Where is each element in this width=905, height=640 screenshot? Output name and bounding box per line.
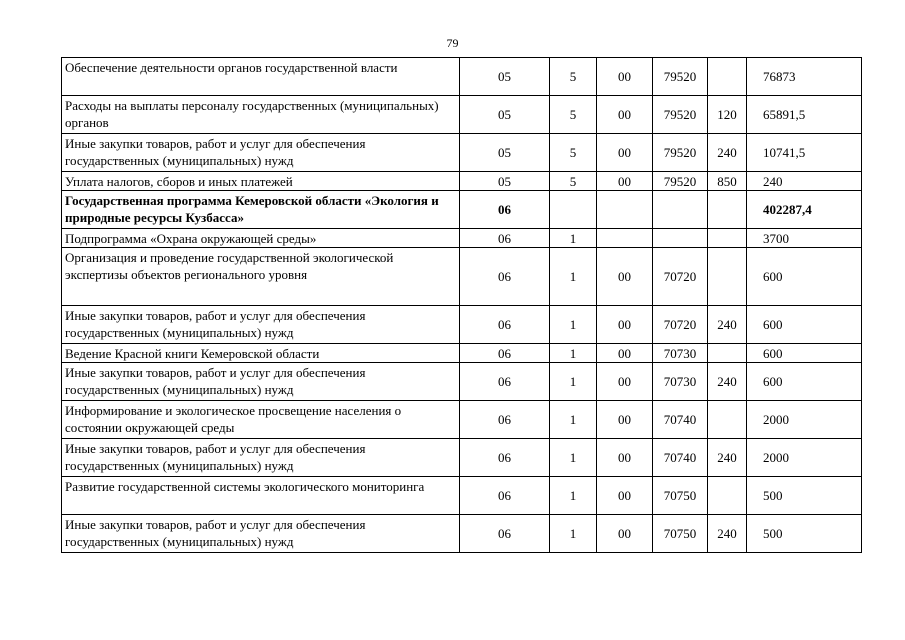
table-row	[62, 439, 862, 477]
row-name: Расходы на выплаты персоналу государственных (муниципальных) органов	[62, 96, 460, 134]
row-name: Информирование и экологическое просвещение населения о состоянии окружающей среды	[62, 401, 460, 439]
subprogram-code: 5	[550, 58, 597, 96]
subprogram-code	[550, 191, 597, 229]
row-name: Обеспечение деятельности органов государственной власти	[62, 58, 460, 96]
direction-code: 70730	[653, 344, 708, 363]
table-row	[62, 401, 862, 439]
expense-type-code	[708, 344, 747, 363]
amount: 402287,4	[747, 191, 862, 229]
expense-type-code	[708, 248, 747, 306]
measure-code: 00	[597, 134, 653, 172]
subprogram-code: 1	[550, 401, 597, 439]
amount: 600	[747, 306, 862, 344]
expense-type-code	[708, 58, 747, 96]
expense-type-code: 240	[708, 363, 747, 401]
table-row	[62, 134, 862, 172]
section-code: 05	[460, 96, 550, 134]
amount: 500	[747, 477, 862, 515]
row-name: Государственная программа Кемеровской области «Экология и природные ресурсы Кузбасса»	[62, 191, 460, 229]
amount: 240	[747, 172, 862, 191]
row-name: Иные закупки товаров, работ и услуг для обеспечения государственных (муниципальных) нужд	[62, 515, 460, 553]
amount: 600	[747, 363, 862, 401]
section-code: 06	[460, 248, 550, 306]
measure-code: 00	[597, 58, 653, 96]
section-code: 06	[460, 363, 550, 401]
row-name: Ведение Красной книги Кемеровской области	[62, 344, 460, 363]
measure-code: 00	[597, 344, 653, 363]
amount: 600	[747, 344, 862, 363]
measure-code	[597, 191, 653, 229]
section-code: 06	[460, 191, 550, 229]
row-name: Подпрограмма «Охрана окружающей среды»	[62, 229, 460, 248]
direction-code: 79520	[653, 96, 708, 134]
row-name: Организация и проведение государственной экологической экспертизы объектов регионального уровня	[62, 248, 460, 306]
row-name: Уплата налогов, сборов и иных платежей	[62, 172, 460, 191]
amount: 600	[747, 248, 862, 306]
row-name: Иные закупки товаров, работ и услуг для обеспечения государственных (муниципальных) нужд	[62, 306, 460, 344]
measure-code: 00	[597, 306, 653, 344]
section-code: 06	[460, 306, 550, 344]
table-row	[62, 96, 862, 134]
direction-code: 70720	[653, 248, 708, 306]
expense-type-code	[708, 477, 747, 515]
section-code: 06	[460, 515, 550, 553]
table-row	[62, 363, 862, 401]
table-row	[62, 172, 862, 191]
section-code: 05	[460, 134, 550, 172]
expense-type-code: 240	[708, 134, 747, 172]
measure-code: 00	[597, 363, 653, 401]
measure-code: 00	[597, 248, 653, 306]
amount: 3700	[747, 229, 862, 248]
direction-code: 79520	[653, 172, 708, 191]
amount: 2000	[747, 439, 862, 477]
subprogram-code: 5	[550, 134, 597, 172]
subprogram-code: 1	[550, 344, 597, 363]
expense-type-code	[708, 229, 747, 248]
measure-code	[597, 229, 653, 248]
expense-type-code: 240	[708, 515, 747, 553]
row-name: Развитие государственной системы экологического мониторинга	[62, 477, 460, 515]
expense-type-code	[708, 401, 747, 439]
subprogram-code: 1	[550, 515, 597, 553]
table-row	[62, 515, 862, 553]
subprogram-code: 5	[550, 96, 597, 134]
row-name: Иные закупки товаров, работ и услуг для обеспечения государственных (муниципальных) нужд	[62, 439, 460, 477]
measure-code: 00	[597, 515, 653, 553]
section-code: 06	[460, 401, 550, 439]
section-code: 05	[460, 172, 550, 191]
measure-code: 00	[597, 172, 653, 191]
table-row	[62, 248, 862, 306]
row-name: Иные закупки товаров, работ и услуг для обеспечения государственных (муниципальных) нужд	[62, 134, 460, 172]
measure-code: 00	[597, 439, 653, 477]
direction-code: 79520	[653, 58, 708, 96]
amount: 2000	[747, 401, 862, 439]
subprogram-code: 1	[550, 229, 597, 248]
subprogram-code: 1	[550, 306, 597, 344]
expense-type-code	[708, 191, 747, 229]
table-row	[62, 306, 862, 344]
section-code: 06	[460, 229, 550, 248]
table-row-program	[62, 191, 862, 229]
subprogram-code: 1	[550, 477, 597, 515]
expense-type-code: 240	[708, 306, 747, 344]
subprogram-code: 1	[550, 439, 597, 477]
direction-code: 70740	[653, 401, 708, 439]
section-code: 05	[460, 58, 550, 96]
measure-code: 00	[597, 96, 653, 134]
expense-type-code: 120	[708, 96, 747, 134]
amount: 10741,5	[747, 134, 862, 172]
measure-code: 00	[597, 401, 653, 439]
table-row	[62, 477, 862, 515]
section-code: 06	[460, 439, 550, 477]
budget-table	[61, 57, 862, 553]
subprogram-code: 1	[550, 363, 597, 401]
direction-code: 79520	[653, 134, 708, 172]
expense-type-code: 850	[708, 172, 747, 191]
measure-code: 00	[597, 477, 653, 515]
section-code: 06	[460, 344, 550, 363]
expense-type-code: 240	[708, 439, 747, 477]
table-row	[62, 344, 862, 363]
amount: 65891,5	[747, 96, 862, 134]
table-row	[62, 229, 862, 248]
direction-code: 70750	[653, 515, 708, 553]
direction-code: 70750	[653, 477, 708, 515]
direction-code	[653, 191, 708, 229]
direction-code: 70730	[653, 363, 708, 401]
direction-code	[653, 229, 708, 248]
row-name: Иные закупки товаров, работ и услуг для обеспечения государственных (муниципальных) нужд	[62, 363, 460, 401]
direction-code: 70740	[653, 439, 708, 477]
subprogram-code: 1	[550, 248, 597, 306]
amount: 76873	[747, 58, 862, 96]
section-code: 06	[460, 477, 550, 515]
table-row	[62, 58, 862, 96]
amount: 500	[747, 515, 862, 553]
direction-code: 70720	[653, 306, 708, 344]
subprogram-code: 5	[550, 172, 597, 191]
page-number: 79	[446, 36, 459, 50]
